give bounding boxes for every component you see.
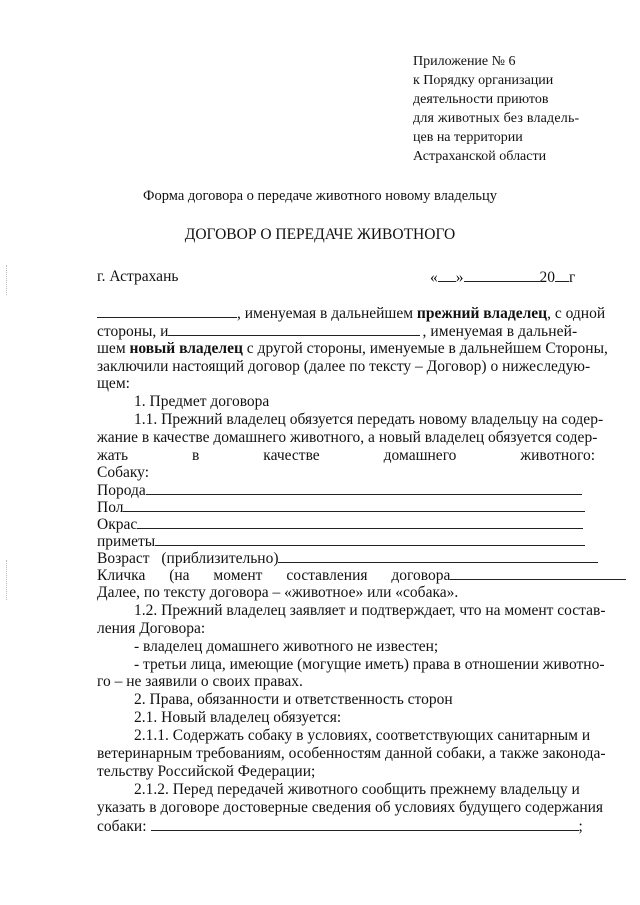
intro-line — [97, 322, 577, 340]
paragraph-line: жать в качестве домашнего животного: — [97, 447, 595, 464]
paragraph-line: Далее, по тексту договора – «животное» или «собака». — [97, 584, 459, 601]
list-item: - владелец домашнего животного не известен; — [134, 638, 439, 655]
text: стороны, и — [97, 323, 169, 340]
city: г. Астрахань — [97, 268, 179, 285]
paragraph-line: 1.2. Прежний владелец заявляет и подтверждает, что на момент состав- — [134, 602, 606, 619]
list-item: - третьи лица, имеющие (могущие иметь) права в отношении животно- — [134, 656, 605, 673]
former-owner-term: прежний владелец — [416, 305, 548, 322]
appendix-line: Астраханской области — [413, 149, 547, 164]
date-year-suffix: г — [569, 269, 576, 286]
scan-artifact — [6, 265, 8, 295]
paragraph-line: указать в договоре достоверные сведения об условиях будущего содержания — [97, 799, 604, 816]
appendix-note — [413, 52, 579, 166]
text: шем — [97, 340, 130, 357]
paragraph-line: ветеринарным требованиям, особенностям данной собаки, а также законода- — [97, 745, 606, 762]
section-1-heading: 1. Предмет договора — [134, 393, 270, 410]
paragraph-line: 2.1.1. Содержать собаку в условиях, соответствующих санитарным и — [134, 727, 591, 744]
field-blank — [278, 549, 598, 563]
field-blank — [123, 498, 585, 512]
intro-line: щем: — [97, 375, 130, 392]
text: , именуемая в дальнейшем — [237, 305, 417, 322]
appendix-line: деятельности приютов — [413, 92, 549, 107]
field-label: Кличка (на момент составления договора — [97, 567, 451, 584]
paragraph-line: 1.1. Прежний владелец обязуется передать новому владельцу на содер- — [134, 411, 604, 428]
date-month-blank — [464, 268, 540, 282]
field-age — [97, 549, 598, 567]
text: ; — [578, 818, 583, 835]
former-owner-blank — [97, 304, 237, 318]
field-name — [97, 566, 626, 584]
field-label: Пол — [97, 499, 124, 516]
appendix-line: к Порядку организации — [413, 73, 554, 88]
appendix-line: для животных без владель- — [413, 111, 580, 126]
date-year-blank — [555, 268, 569, 282]
appendix-line: цев на территории — [413, 130, 523, 145]
paragraph-line: тельству Российской Федерации; — [97, 763, 316, 780]
field-label: Порода — [97, 482, 146, 499]
new-owner-term: новый владелец — [129, 340, 243, 357]
date-line — [430, 268, 575, 286]
date-quote-open: « — [430, 269, 438, 286]
text: с другой стороны, именуемые в дальнейшем Стороны, — [242, 340, 608, 357]
field-color — [97, 515, 583, 533]
text: , именуемая в дальней- — [422, 323, 578, 340]
document-title: ДОГОВОР О ПЕРЕДАЧЕ ЖИВОТНОГО — [184, 226, 456, 243]
paragraph-line — [97, 817, 583, 835]
list-item: го – не заявили о своих правах. — [97, 673, 303, 690]
date-quote-close: » — [455, 269, 464, 286]
paragraph-line: жание в качестве домашнего животного, а новый владелец обязуется содер- — [97, 429, 598, 446]
paragraph-line: ления Договора: — [97, 620, 206, 637]
field-blank — [155, 532, 585, 546]
intro-line — [97, 340, 608, 357]
section-2-heading: 2. Права, обязанности и ответственность сторон — [134, 691, 453, 708]
field-label: приметы — [97, 533, 156, 550]
date-year-prefix: 20 — [539, 269, 555, 286]
keeping-conditions-blank — [151, 817, 579, 831]
intro-line — [97, 304, 605, 322]
form-title: Форма договора о передаче животного новому владельцу — [143, 188, 497, 204]
field-label: Окрас — [97, 516, 138, 533]
scan-artifact — [6, 560, 8, 600]
new-owner-blank — [168, 322, 420, 336]
field-marks — [97, 532, 585, 550]
field-breed — [97, 481, 582, 499]
intro-line: заключили настоящий договор (далее по тексту – Договор) о нижеследую- — [97, 358, 591, 375]
paragraph-line: 2.1.2. Перед передачей животного сообщить прежнему владельцу и — [134, 781, 580, 798]
paragraph-line: Собаку: — [97, 464, 150, 481]
appendix-line: Приложение № 6 — [413, 54, 516, 69]
paragraph-line: 2.1. Новый владелец обязуется: — [134, 709, 342, 726]
field-blank — [450, 566, 626, 580]
text: , с одной — [547, 305, 606, 322]
date-day-blank — [438, 268, 456, 282]
field-blank — [137, 515, 583, 529]
text: собаки: — [97, 818, 147, 835]
field-blank — [146, 481, 582, 495]
field-sex — [97, 498, 585, 516]
field-label: Возраст (приблизительно) — [97, 550, 279, 567]
